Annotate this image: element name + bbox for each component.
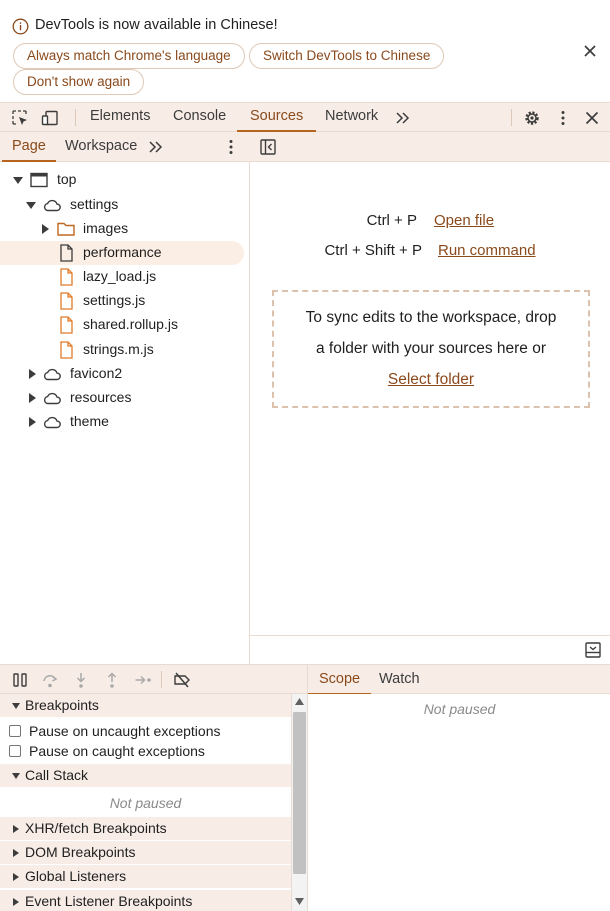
tree-item-label: settings — [70, 196, 119, 212]
debugger-toolbar — [0, 664, 307, 694]
expanded-arrow-icon[interactable] — [13, 175, 23, 185]
close-devtools-icon[interactable] — [583, 109, 601, 127]
section-title: Breakpoints — [25, 697, 99, 713]
expanded-arrow-icon[interactable] — [12, 772, 20, 780]
language-infobar — [0, 0, 610, 103]
pause-uncaught-label: Pause on uncaught exceptions — [29, 723, 221, 739]
toggle-navigator-icon[interactable] — [259, 138, 277, 156]
tab-sources[interactable]: Sources — [237, 103, 316, 132]
toolbar-divider — [161, 671, 162, 688]
scope-status: Not paused — [423, 701, 496, 717]
tree-item-images[interactable] — [0, 217, 244, 241]
step-over-icon[interactable] — [41, 671, 59, 689]
section-title: Global Listeners — [25, 868, 127, 884]
tree-item-lazy-load-js[interactable] — [0, 265, 244, 289]
expanded-arrow-icon[interactable] — [26, 200, 36, 210]
collapsed-arrow-icon[interactable] — [12, 898, 20, 906]
editor-placeholder — [250, 162, 610, 635]
tab-page[interactable]: Page — [2, 132, 56, 162]
script-file-icon — [56, 292, 76, 310]
tree-item-label: top — [57, 171, 77, 187]
tree-item-label: settings.js — [83, 292, 146, 308]
tree-item-performance[interactable] — [0, 241, 244, 265]
debugger-sidebar — [0, 694, 291, 911]
expanded-arrow-icon[interactable] — [12, 702, 20, 710]
scope-toolbar — [307, 664, 610, 694]
section-title: Call Stack — [25, 767, 89, 783]
editor-status-bar — [250, 635, 610, 664]
tab-workspace[interactable]: Workspace — [65, 138, 138, 154]
script-file-icon — [56, 341, 76, 359]
global-listeners-section-header[interactable] — [0, 865, 291, 888]
inspect-element-icon[interactable] — [11, 109, 29, 127]
debugger-scrollbar[interactable] — [291, 694, 307, 911]
more-navigator-tabs-icon[interactable] — [147, 138, 165, 156]
tree-item-label: performance — [83, 244, 162, 260]
select-folder-link[interactable]: Select folder — [387, 371, 475, 388]
event-listener-breakpoints-section-header[interactable] — [0, 890, 291, 911]
file-tree — [0, 162, 250, 664]
scroll-up-arrow-icon[interactable] — [295, 698, 304, 705]
tab-network[interactable]: Network — [325, 108, 379, 124]
collapsed-arrow-icon[interactable] — [27, 417, 37, 427]
drop-zone-text: a folder with your sources here or — [315, 340, 547, 357]
collapsed-arrow-icon[interactable] — [27, 393, 37, 403]
main-toolbar — [0, 103, 610, 132]
tab-elements[interactable]: Elements — [90, 108, 151, 124]
call-stack-section-header[interactable] — [0, 764, 291, 787]
open-file-shortcut: Ctrl + P — [366, 212, 417, 229]
dont-show-again-button[interactable]: Don't show again — [13, 69, 144, 95]
navigator-toolbar — [0, 132, 250, 162]
scroll-down-arrow-icon[interactable] — [295, 898, 304, 905]
cloud-icon — [42, 413, 62, 431]
infobar-message: DevTools is now available in Chinese! — [35, 17, 278, 33]
run-command-link[interactable]: Run command — [438, 242, 536, 259]
editor-toolbar — [250, 132, 610, 162]
xhr-breakpoints-section-header[interactable] — [0, 817, 291, 840]
open-file-link[interactable]: Open file — [434, 212, 495, 229]
folder-icon — [56, 220, 76, 238]
scrollbar-thumb[interactable] — [293, 712, 306, 874]
tab-watch[interactable]: Watch — [379, 671, 420, 687]
tree-item-settings-js[interactable] — [0, 289, 244, 313]
customize-menu-icon[interactable] — [554, 109, 572, 127]
tab-scope[interactable]: Scope — [308, 665, 371, 695]
step-out-icon[interactable] — [103, 671, 121, 689]
drop-zone-text: To sync edits to the workspace, drop — [305, 309, 557, 326]
deactivate-breakpoints-icon[interactable] — [173, 671, 191, 689]
toolbar-divider — [511, 109, 512, 126]
tree-item-favicon2[interactable] — [0, 362, 244, 386]
navigator-menu-icon[interactable] — [222, 138, 240, 156]
script-file-icon — [56, 268, 76, 286]
info-icon — [12, 18, 29, 35]
step-into-icon[interactable] — [72, 671, 90, 689]
tree-item-theme[interactable] — [0, 410, 244, 434]
breakpoints-section-header[interactable] — [0, 694, 291, 717]
always-match-language-button[interactable]: Always match Chrome's language — [13, 43, 245, 69]
tree-item-label: strings.m.js — [83, 341, 154, 357]
tree-item-label: shared.rollup.js — [83, 316, 178, 332]
tree-item-settings[interactable] — [0, 193, 244, 217]
tree-item-label: images — [83, 220, 129, 236]
device-toolbar-icon[interactable] — [41, 109, 59, 127]
scope-pane — [307, 694, 610, 911]
call-stack-status: Not paused — [109, 795, 182, 811]
tree-item-top[interactable] — [0, 168, 244, 192]
script-file-icon — [56, 316, 76, 334]
step-icon[interactable] — [134, 671, 152, 689]
section-title: DOM Breakpoints — [25, 844, 136, 860]
more-tabs-icon[interactable] — [394, 109, 412, 127]
switch-to-chinese-button[interactable]: Switch DevTools to Chinese — [249, 43, 444, 69]
pause-caught-label: Pause on caught exceptions — [29, 743, 205, 759]
tree-item-label: favicon2 — [70, 365, 123, 381]
tree-item-resources[interactable] — [0, 386, 244, 410]
document-icon — [56, 244, 76, 262]
pause-icon[interactable] — [11, 671, 29, 689]
collapsed-arrow-icon[interactable] — [12, 825, 20, 833]
cloud-icon — [42, 389, 62, 407]
tab-console[interactable]: Console — [173, 108, 227, 124]
pause-caught-checkbox[interactable] — [9, 745, 21, 757]
pause-uncaught-checkbox[interactable] — [9, 725, 21, 737]
section-title: XHR/fetch Breakpoints — [25, 820, 167, 836]
collapsed-arrow-icon[interactable] — [12, 849, 20, 857]
cloud-icon — [42, 196, 62, 214]
collapsed-arrow-icon[interactable] — [40, 224, 50, 234]
cloud-icon — [42, 365, 62, 383]
collapsed-arrow-icon[interactable] — [12, 873, 20, 881]
toolbar-divider — [75, 109, 76, 126]
toggle-debugger-icon[interactable] — [584, 641, 602, 659]
dom-breakpoints-section-header[interactable] — [0, 841, 291, 864]
section-title: Event Listener Breakpoints — [25, 893, 193, 909]
tree-item-label: lazy_load.js — [83, 268, 157, 284]
close-icon[interactable] — [582, 43, 598, 59]
collapsed-arrow-icon[interactable] — [27, 369, 37, 379]
tree-item-label: theme — [70, 413, 109, 429]
frame-icon — [29, 171, 49, 189]
settings-gear-icon[interactable] — [523, 109, 541, 127]
tree-item-shared-rollup-js[interactable] — [0, 313, 244, 337]
workspace-drop-zone[interactable] — [272, 290, 590, 408]
run-command-shortcut: Ctrl + Shift + P — [324, 242, 422, 259]
tree-item-strings-m-js[interactable] — [0, 338, 244, 362]
tree-item-label: resources — [70, 389, 132, 405]
